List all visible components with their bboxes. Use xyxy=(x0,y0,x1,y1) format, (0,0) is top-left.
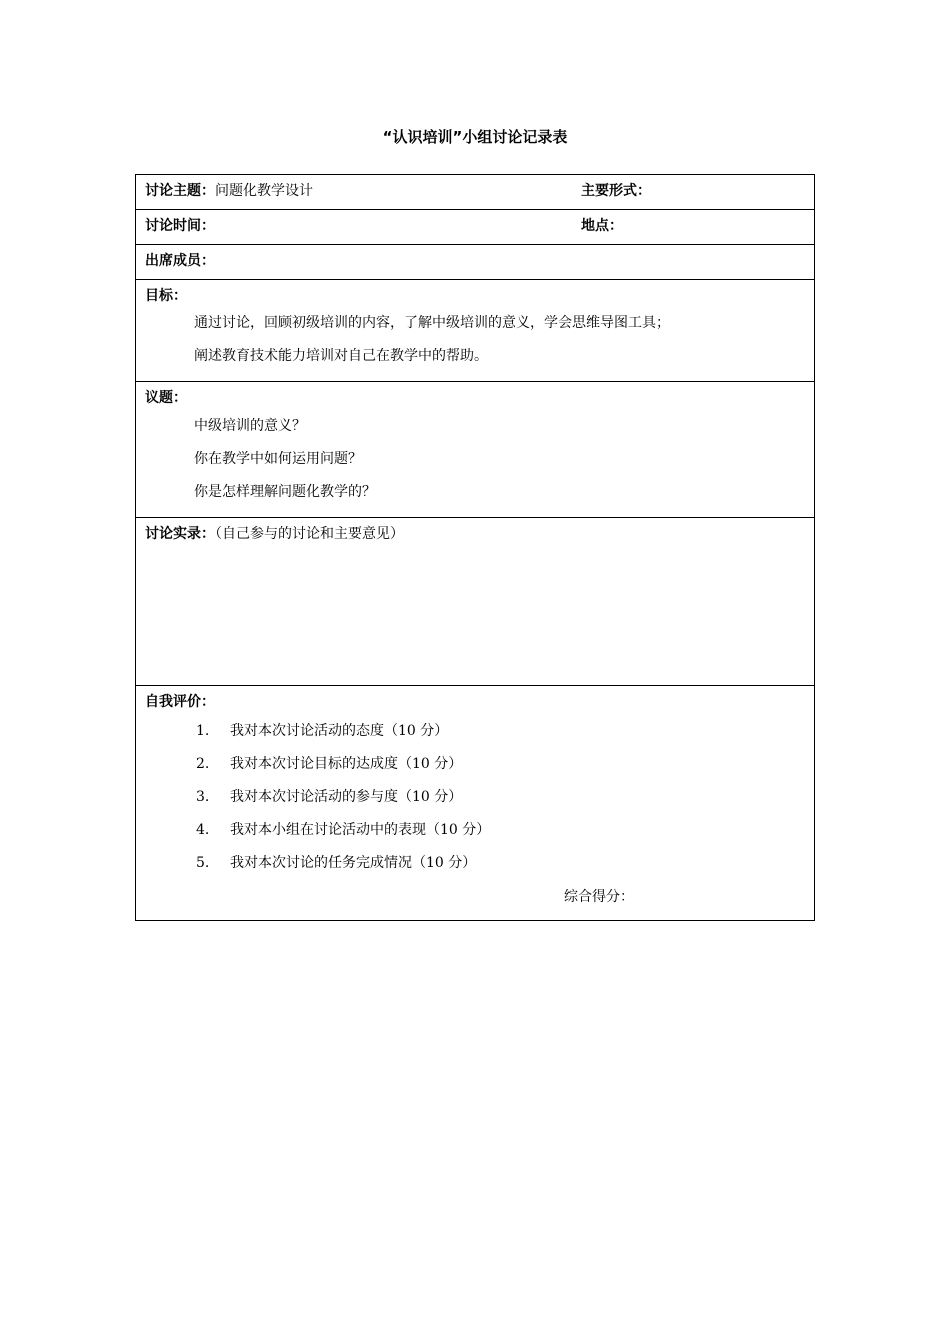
eval-item: 3. 我对本次讨论活动的参与度（10 分） xyxy=(196,789,463,805)
goal-line: 通过讨论，回顾初级培训的内容，了解中级培训的意义，学会思维导图工具； xyxy=(194,315,670,331)
time-row xyxy=(136,210,814,245)
self-eval-section xyxy=(136,686,814,920)
members-label: 出席成员： xyxy=(145,253,215,269)
issues-label: 议题： xyxy=(145,390,187,406)
total-score-label: 综合得分： xyxy=(564,889,634,905)
goal-line: 阐述教育技术能力培训对自己在教学中的帮助。 xyxy=(194,348,488,364)
topic-row xyxy=(136,175,814,210)
record-label: 讨论实录： xyxy=(145,526,215,542)
topic-label: 讨论主题： xyxy=(145,183,215,199)
eval-item: 2. 我对本次讨论目标的达成度（10 分） xyxy=(196,756,463,772)
self-eval-label: 自我评价： xyxy=(145,694,215,710)
time-label: 讨论时间： xyxy=(145,218,215,234)
record-section xyxy=(136,518,814,686)
place-label: 地点： xyxy=(581,218,623,234)
goals-section xyxy=(136,280,814,382)
issue-line: 中级培训的意义？ xyxy=(194,418,306,434)
eval-item: 5. 我对本次讨论的任务完成情况（10 分） xyxy=(196,855,477,871)
topic-value: 问题化教学设计 xyxy=(215,183,313,199)
members-row xyxy=(136,245,814,280)
goals-label: 目标： xyxy=(145,288,187,304)
form-label: 主要形式： xyxy=(581,183,651,199)
discussion-record-form xyxy=(135,174,815,921)
eval-item: 1. 我对本次讨论活动的态度（10 分） xyxy=(196,723,449,739)
issues-section xyxy=(136,382,814,518)
issue-line: 你是怎样理解问题化教学的？ xyxy=(194,484,376,500)
record-note: （自己参与的讨论和主要意见） xyxy=(215,526,404,542)
page-title: “认识培训”小组讨论记录表 xyxy=(382,128,568,146)
eval-item: 4. 我对本小组在讨论活动中的表现（10 分） xyxy=(196,822,491,838)
issue-line: 你在教学中如何运用问题？ xyxy=(194,451,362,467)
